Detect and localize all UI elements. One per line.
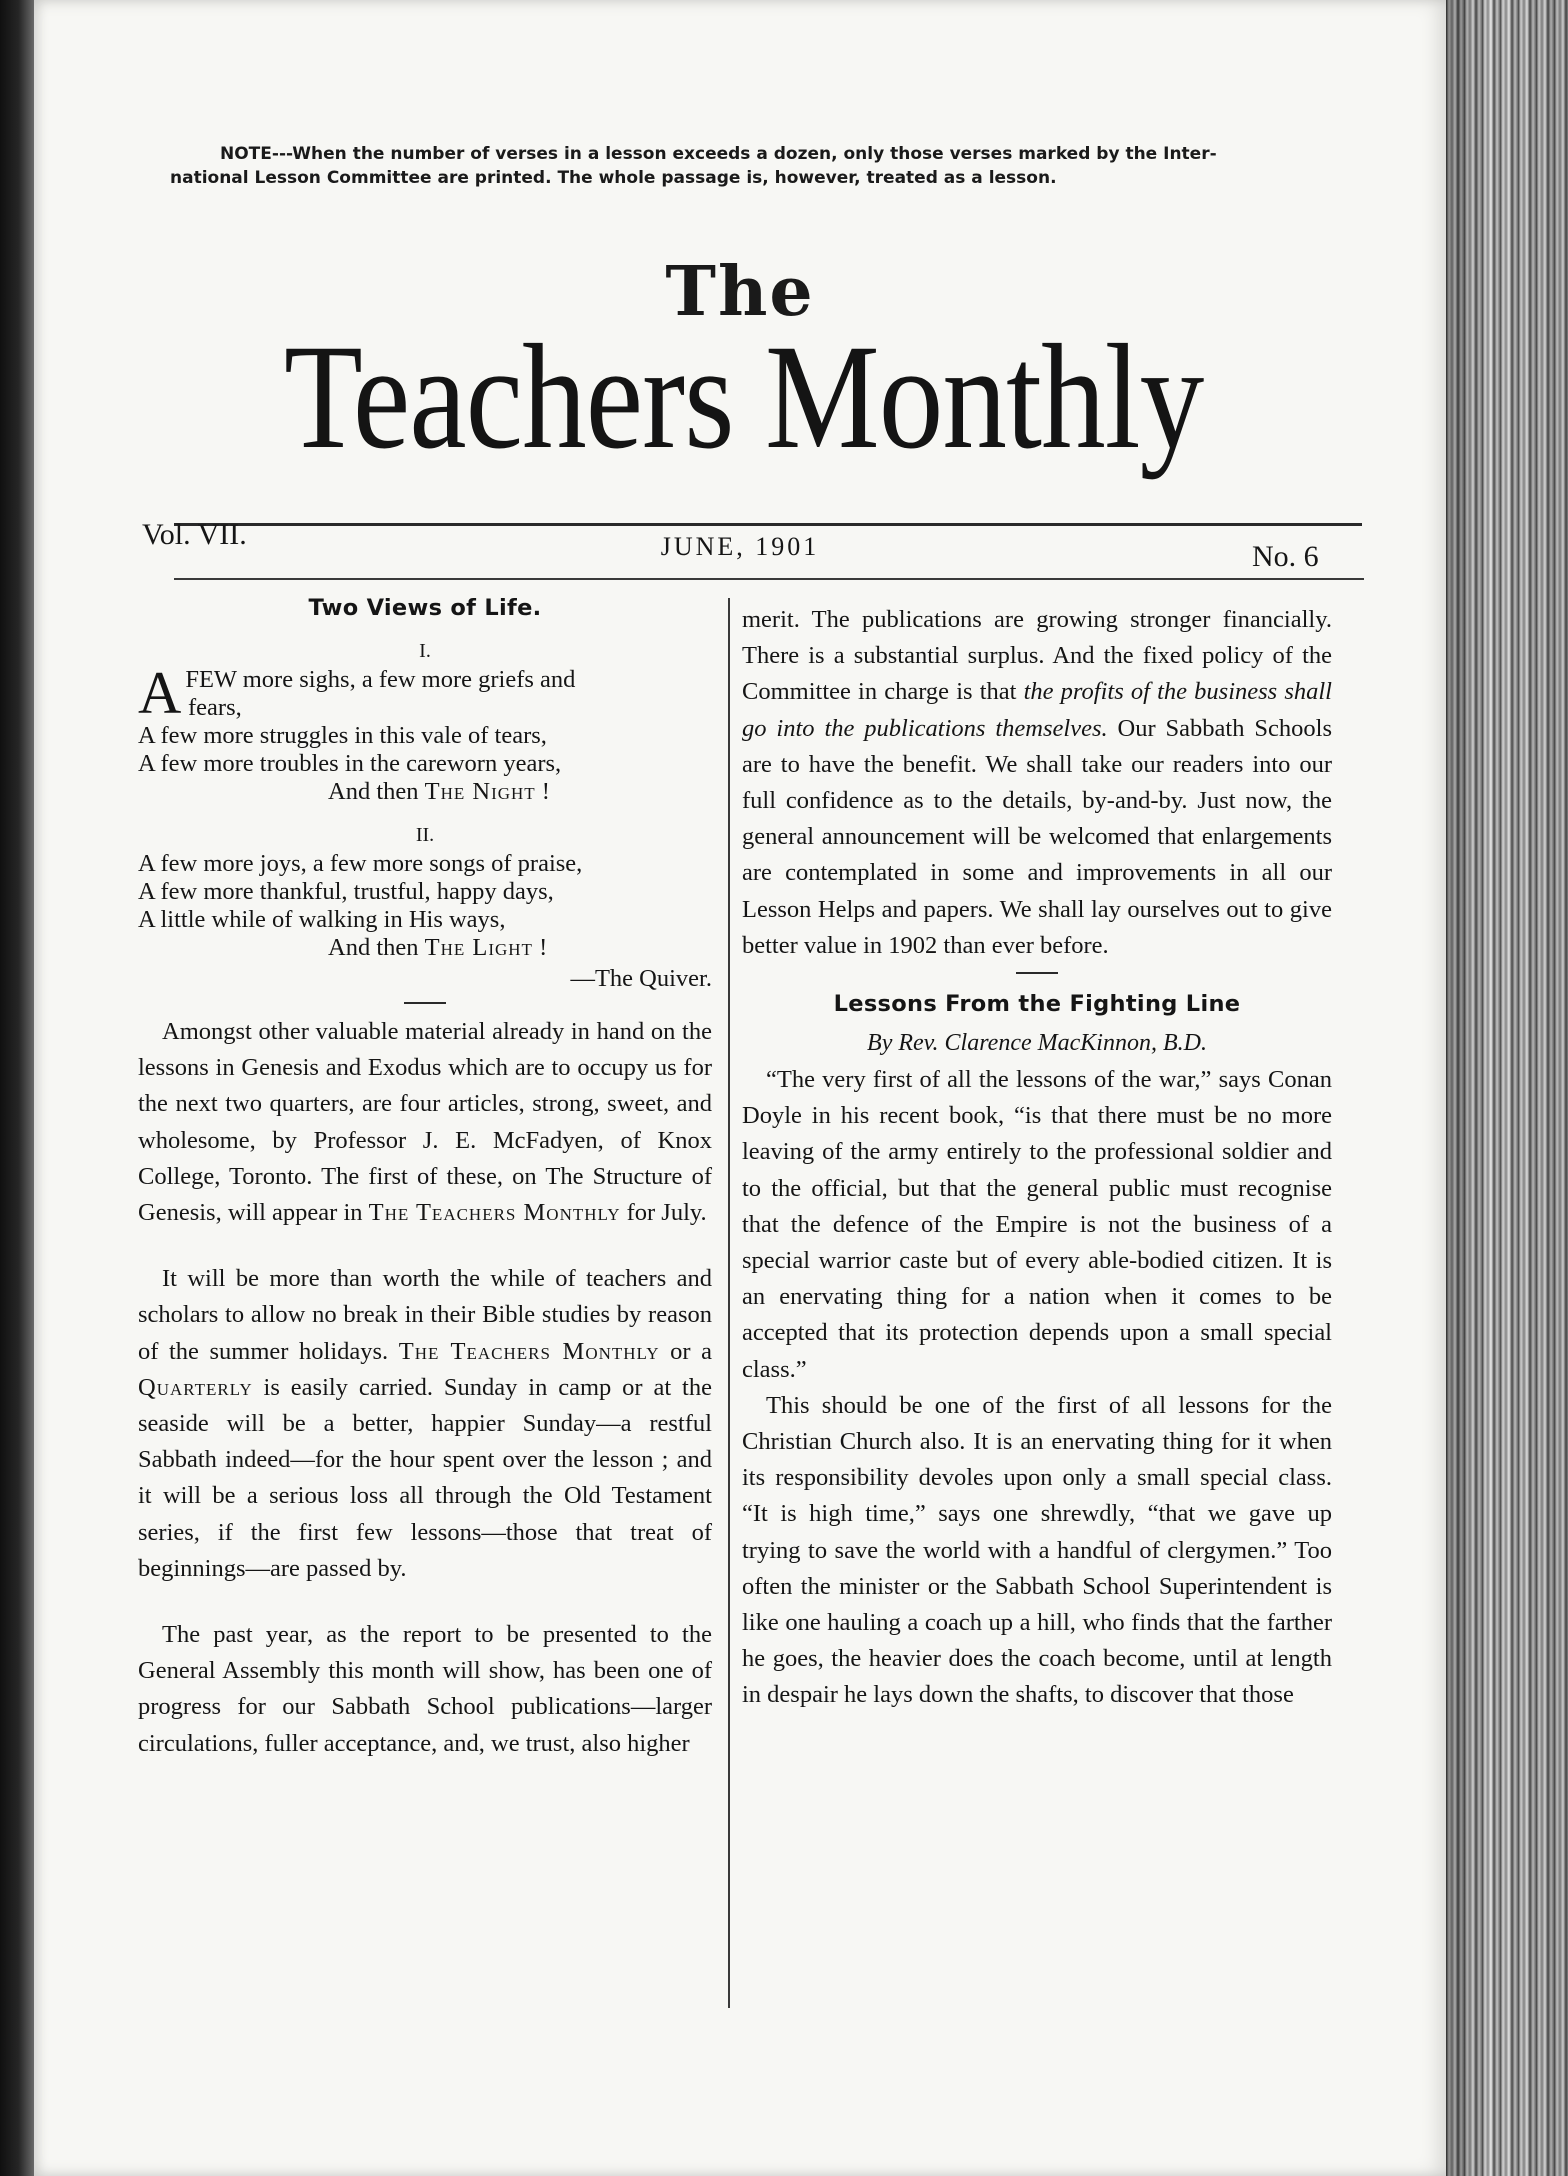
poem-part-1-numeral: I. (419, 640, 431, 662)
masthead-title: Teachers Monthly (284, 314, 1204, 480)
poem-line: A few more struggles in this vale of tears, (138, 722, 547, 749)
paragraph-text: is easily carried. Sunday in camp or at the seaside will be a better, happier Sunday—a restful Sabbath indeed—for the hour spent over the lesson ; and it will be a serious loss all through the Old Testament series, if the first few lessons—those that treat of beginnings—are passed by. (138, 1373, 712, 1582)
paragraph-summer-holidays (138, 1261, 712, 1587)
issue-number: No. 6 (1252, 540, 1319, 573)
poem-part-1 (138, 660, 712, 806)
poem-refrain (138, 778, 712, 806)
poem-attribution: —The Quiver. (570, 965, 712, 992)
poem-part-2-numeral: II. (415, 824, 435, 846)
left-column (138, 588, 712, 1762)
poem-part-2 (138, 850, 712, 962)
refrain-text: And then (328, 934, 425, 961)
issue-date: JUNE, 1901 (660, 532, 820, 561)
refrain-text: And then (328, 778, 425, 805)
emphasis-text: the profits of the business shall go into the publications themselves. (742, 678, 1332, 742)
right-column (742, 602, 1332, 1714)
refrain-punct: ! (535, 778, 550, 805)
article-byline: By Rev. Clarence MacKinnon, B.D. (867, 1030, 1207, 1057)
page-stack-edge (1446, 0, 1568, 2176)
page (34, 0, 1446, 2176)
paragraph-text: Amongst other valuable material already in hand on the lessons in Genesis and Exodus which are to occupy us for the next two quarters, are four articles, strong, sweet, and wholesome, by Professor J. E. McFadyen, of Knox College, Toronto. The first of these, on The Structure of Genesis, will appear in (138, 1018, 712, 1227)
column-divider (728, 598, 730, 2008)
poem-line: A few more troubles in the careworn years, (138, 750, 562, 777)
paragraph-text: for July. (620, 1199, 707, 1227)
article-paragraph-1: “The very first of all the lessons of the war,” says Conan Doyle in his recent book, “is that there must be no more leaving of the army entirely to the professional soldier and to the official, but that the general public must recognise that the defence of the Empire is not the business of a special warrior caste but of every able-bodied citizen. It is an enervating thing for a nation when it comes to be accepted that its protection depends upon a small special class.” (742, 1066, 1332, 1383)
paragraph-text: Our Sabbath Schools are to have the benefit. We shall take our readers into our full confidence as to the details, by-and-by. Just now, the general announcement will be welcomed that enlargements are contemplated in some and improvements in all our Lesson Helps and papers. We shall lay ourselves out to give better value in 1902 than ever before. (742, 714, 1332, 959)
paragraph-genesis-articles (138, 1014, 712, 1231)
poem-line: FEW more sighs, a few more griefs and (185, 666, 576, 693)
masthead-rule-top (174, 523, 1362, 526)
poem-title: Two Views of Life. (308, 595, 542, 621)
poem-line: fears, (188, 694, 242, 721)
poem-line: A little while of walking in His ways, (138, 906, 506, 933)
section-rule (404, 1002, 446, 1004)
header-note (170, 142, 1380, 190)
publication-name: The Teachers Monthly (398, 1337, 660, 1365)
paragraph-text: It will be more than worth the while of teachers and scholars to allow no break in their Bible studies by reason of the summer holidays. (138, 1265, 712, 1365)
publication-name: The Teachers Monthly (368, 1199, 621, 1227)
header-note-line-2: national Lesson Committee are printed. The whole passage is, however, treated as a lesson. (170, 168, 1057, 188)
refrain-emphasis: The Night (424, 778, 536, 805)
binding-edge (0, 0, 34, 2176)
section-rule (1016, 972, 1058, 974)
poem-line: A few more joys, a few more songs of praise, (138, 850, 583, 877)
page-stack-shade (1446, 0, 1568, 2176)
poem-line: A few more thankful, trustful, happy days, (138, 878, 554, 905)
article-title: Lessons From the Fighting Line (833, 991, 1241, 1018)
paragraph-continuation (742, 602, 1332, 964)
article-paragraph-2: This should be one of the first of all lessons for the Christian Church also. It is an enervating thing for it when its responsibility devoles upon only a small special class. “It is high time,” says one shrewdly, “that we gave up trying to save the world with a handful of clergymen.” Too often the minister or the Sabbath School Superintendent is like one hauling a coach up a hill, who finds that the farther he goes, the heavier does the coach become, until at length in despair he lays down the shafts, to discover that those (742, 1391, 1332, 1709)
paragraph-text: merit. The publications are growing stronger financially. There is a substantial surplus. And the fixed policy of the Committee in charge is that (742, 606, 1332, 706)
paragraph-past-year: The past year, as the report to be presented to the General Assembly this month will show, has been one of progress for our Sabbath School publications—larger circulations, fuller acceptance, and, we trust, also higher (138, 1621, 712, 1757)
issue-volume: Vol. VII. (142, 518, 247, 551)
refrain-punct: ! (532, 934, 548, 961)
poem-dropcap: A (138, 660, 182, 726)
masthead-the: The (665, 252, 815, 332)
paragraph-text: or a (659, 1337, 712, 1365)
header-note-line-1: NOTE---When the number of verses in a lesson exceeds a dozen, only those verses marked by the Inter- (220, 144, 1217, 164)
poem-refrain (138, 934, 712, 962)
masthead-rule-bottom (174, 578, 1364, 580)
refrain-emphasis: The Light (424, 934, 533, 961)
publication-name: Quarterly (138, 1373, 253, 1401)
